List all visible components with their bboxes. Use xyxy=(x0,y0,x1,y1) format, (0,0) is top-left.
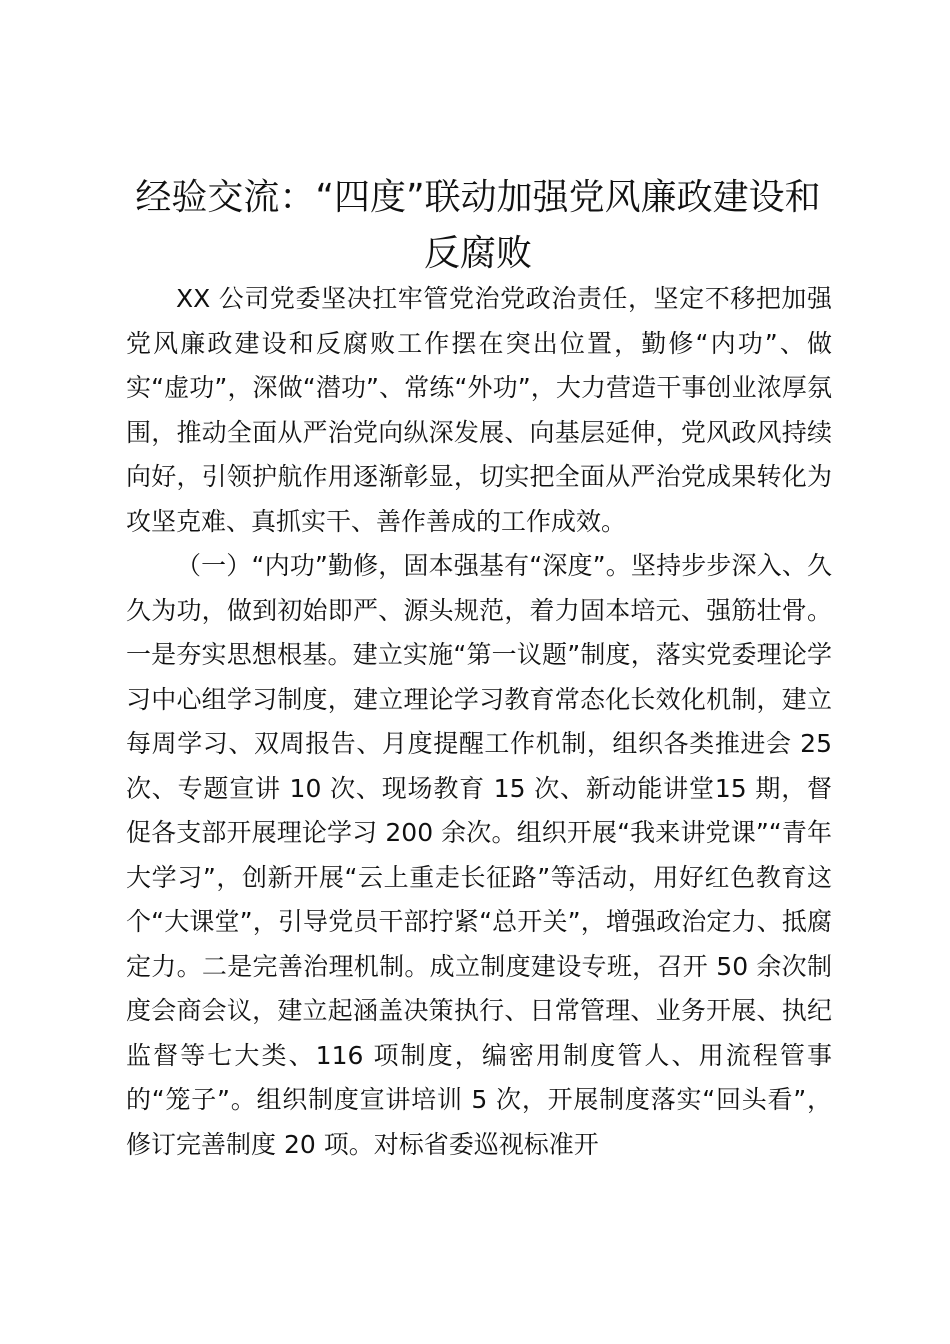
paragraph-section-1: （一）“内功”勤修，固本强基有“深度”。坚持步步深入、久久为功，做到初始即严、源头规范，着力固本培元、强筋壮骨。一是夯实思想根基。建立实施“第一议题”制度，落实党委理论学习中心组学习制度，建立理论学习教育常态化长效化机制，建立每周学习、双周报告、月度提醒工作机制，组织各类推进会 25 次、专题宣讲 10 次、现场教育 15 次、新动能讲堂15 期，督促各支部开展理论学习 200 余次。组织开展“我来讲党课”“青年大学习”，创新开展“云上重走长征路”等活动，用好红色教育这个“大课堂”，引导党员干部拧紧“总开关”，增强政治定力、抵腐定力。二是完善治理机制。成立制度建设专班，召开 50 余次制度会商会议，建立起涵盖决策执行、日常管理、业务开展、执纪监督等七大类、116 项制度，编密用制度管人、用流程管事的“笼子”。组织制度宣讲培训 5 次，开展制度落实“回头看”，修订完善制度 20 项。对标省委巡视标准开 xyxy=(126,551,832,1159)
document-title: 经验交流：“四度”联动加强党风廉政建设和反腐败 xyxy=(135,177,821,274)
paragraph-intro: XX 公司党委坚决扛牢管党治党政治责任，坚定不移把加强党风廉政建设和反腐败工作摆在突出位置，勤修“内功”、做实“虚功”，深做“潜功”、常练“外功”，大力营造干事创业浓厚氛围，推动全面从严治党向纵深发展、向基层延伸，党风政风持续向好，引领护航作用逐渐彰显，切实把全面从严治党成果转化为攻坚克难、真抓实干、善作善成的工作成效。 xyxy=(126,284,832,536)
document-body xyxy=(126,277,832,1167)
